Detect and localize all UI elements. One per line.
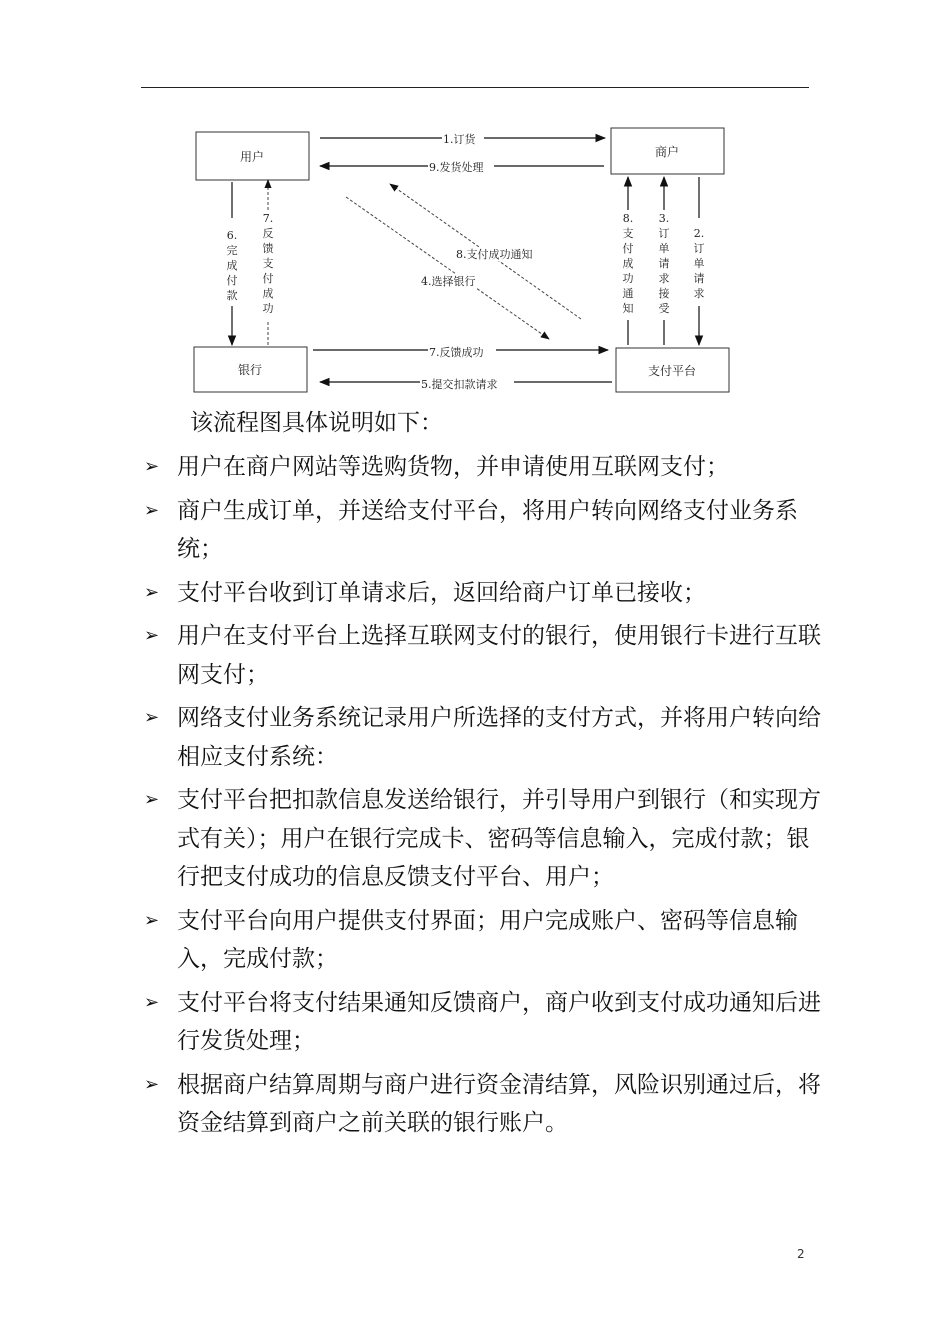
svg-text:银行: 银行 <box>237 363 263 377</box>
svg-text:求: 求 <box>658 272 670 285</box>
label-order-accept <box>659 212 670 315</box>
node-merchant <box>611 128 724 174</box>
label-complete-payment <box>227 229 238 302</box>
svg-text:通: 通 <box>622 287 634 300</box>
svg-text:功: 功 <box>622 272 634 285</box>
bullet-arrow-icon: ➢ <box>144 499 160 521</box>
svg-text:成: 成 <box>262 287 274 300</box>
label-pay-success-notify-user: 8.支付成功通知 <box>456 248 533 261</box>
list-item-text: 用户在商户网站等选购货物，并申请使用互联网支付； <box>177 454 729 480</box>
svg-text:订: 订 <box>693 242 705 255</box>
svg-text:单: 单 <box>693 257 705 270</box>
svg-text:单: 单 <box>658 242 670 255</box>
svg-text:支: 支 <box>622 227 634 240</box>
svg-text:用户: 用户 <box>239 150 265 164</box>
intro-text: 该流程图具体说明如下： <box>190 410 443 436</box>
bullet-arrow-icon: ➢ <box>144 456 160 477</box>
bullet-arrow-icon: ➢ <box>144 789 160 810</box>
list-item-text: 网络支付业务系统记录用户所选择的支付方式，并将用户转向给相应支付系统： <box>177 705 821 770</box>
svg-text:商户: 商户 <box>654 145 680 159</box>
svg-text:请: 请 <box>658 257 670 270</box>
svg-text:6.: 6. <box>226 229 238 242</box>
svg-text:完: 完 <box>226 244 238 257</box>
label-ship: 9.发货处理 <box>429 161 484 174</box>
list-item <box>140 492 830 569</box>
list-item-text: 用户在支付平台上选择互联网支付的银行，使用银行卡进行互联网支付； <box>177 623 821 688</box>
list-item <box>140 617 830 694</box>
svg-text:反: 反 <box>262 227 274 240</box>
step-list <box>140 448 830 1148</box>
list-item <box>140 699 830 776</box>
label-order-request <box>694 227 705 300</box>
svg-text:馈: 馈 <box>262 242 274 255</box>
list-item-text: 支付平台向用户提供支付界面；用户完成账户、密码等信息输入，完成付款； <box>177 907 798 972</box>
svg-text:支: 支 <box>262 257 274 270</box>
label-feedback-success: 7.反馈成功 <box>429 346 484 359</box>
svg-text:付: 付 <box>262 272 274 285</box>
list-item-text: 支付平台将支付结果通知反馈商户，商户收到支付成功通知后进行发货处理； <box>177 989 821 1054</box>
svg-text:付: 付 <box>226 274 238 287</box>
svg-text:受: 受 <box>658 302 670 315</box>
payment-flow-diagram <box>0 0 950 410</box>
bullet-arrow-icon: ➢ <box>144 991 160 1013</box>
node-platform <box>616 348 729 392</box>
arrow-select-bank <box>346 197 549 339</box>
list-item-text: 支付平台收到订单请求后，返回给商户订单已接收； <box>177 579 706 606</box>
label-pay-success-notify-merchant <box>623 212 634 315</box>
list-item <box>140 902 830 979</box>
svg-text:功: 功 <box>262 302 274 315</box>
node-user <box>196 132 309 180</box>
label-select-bank: 4.选择银行 <box>421 275 476 288</box>
svg-text:2.: 2. <box>693 227 705 240</box>
bullet-arrow-icon: ➢ <box>144 1073 160 1095</box>
label-feedback-pay-success <box>263 212 274 315</box>
svg-text:求: 求 <box>693 287 705 300</box>
svg-text:请: 请 <box>693 272 705 285</box>
bullet-arrow-icon: ➢ <box>144 707 160 728</box>
list-item-text: 商户生成订单，并送给支付平台，将用户转向网络支付业务系统； <box>177 497 798 562</box>
page-number: 2 <box>797 1247 805 1261</box>
list-item-text: 支付平台把扣款信息发送给银行，并引导用户到银行（和实现方式有关）；用户在银行完成卡、密码等信息输入，完成付款；银行把支付成功的信息反馈支付平台、用户； <box>177 787 821 890</box>
svg-text:订: 订 <box>658 227 670 240</box>
label-submit-debit: 5.提交扣款请求 <box>421 378 498 391</box>
list-item <box>140 984 830 1061</box>
label-order: 1.订货 <box>443 133 476 146</box>
svg-text:款: 款 <box>226 289 238 302</box>
svg-text:付: 付 <box>622 242 634 255</box>
svg-text:成: 成 <box>622 257 634 270</box>
svg-text:8.: 8. <box>622 212 634 225</box>
svg-text:支付平台: 支付平台 <box>647 364 697 378</box>
bullet-arrow-icon: ➢ <box>144 581 160 603</box>
list-item <box>140 574 830 613</box>
node-bank <box>194 347 307 392</box>
list-item-text: 根据商户结算周期与商户进行资金清结算，风险识别通过后，将资金结算到商户之前关联的银行账户。 <box>177 1071 821 1136</box>
svg-text:3.: 3. <box>658 212 670 225</box>
bullet-arrow-icon: ➢ <box>144 909 160 931</box>
list-item <box>140 448 830 487</box>
svg-text:接: 接 <box>658 287 670 300</box>
list-item <box>140 781 830 897</box>
list-item <box>140 1066 830 1143</box>
bullet-arrow-icon: ➢ <box>144 625 160 646</box>
svg-text:成: 成 <box>226 259 238 272</box>
svg-text:知: 知 <box>622 302 634 315</box>
svg-text:7.: 7. <box>262 212 274 225</box>
